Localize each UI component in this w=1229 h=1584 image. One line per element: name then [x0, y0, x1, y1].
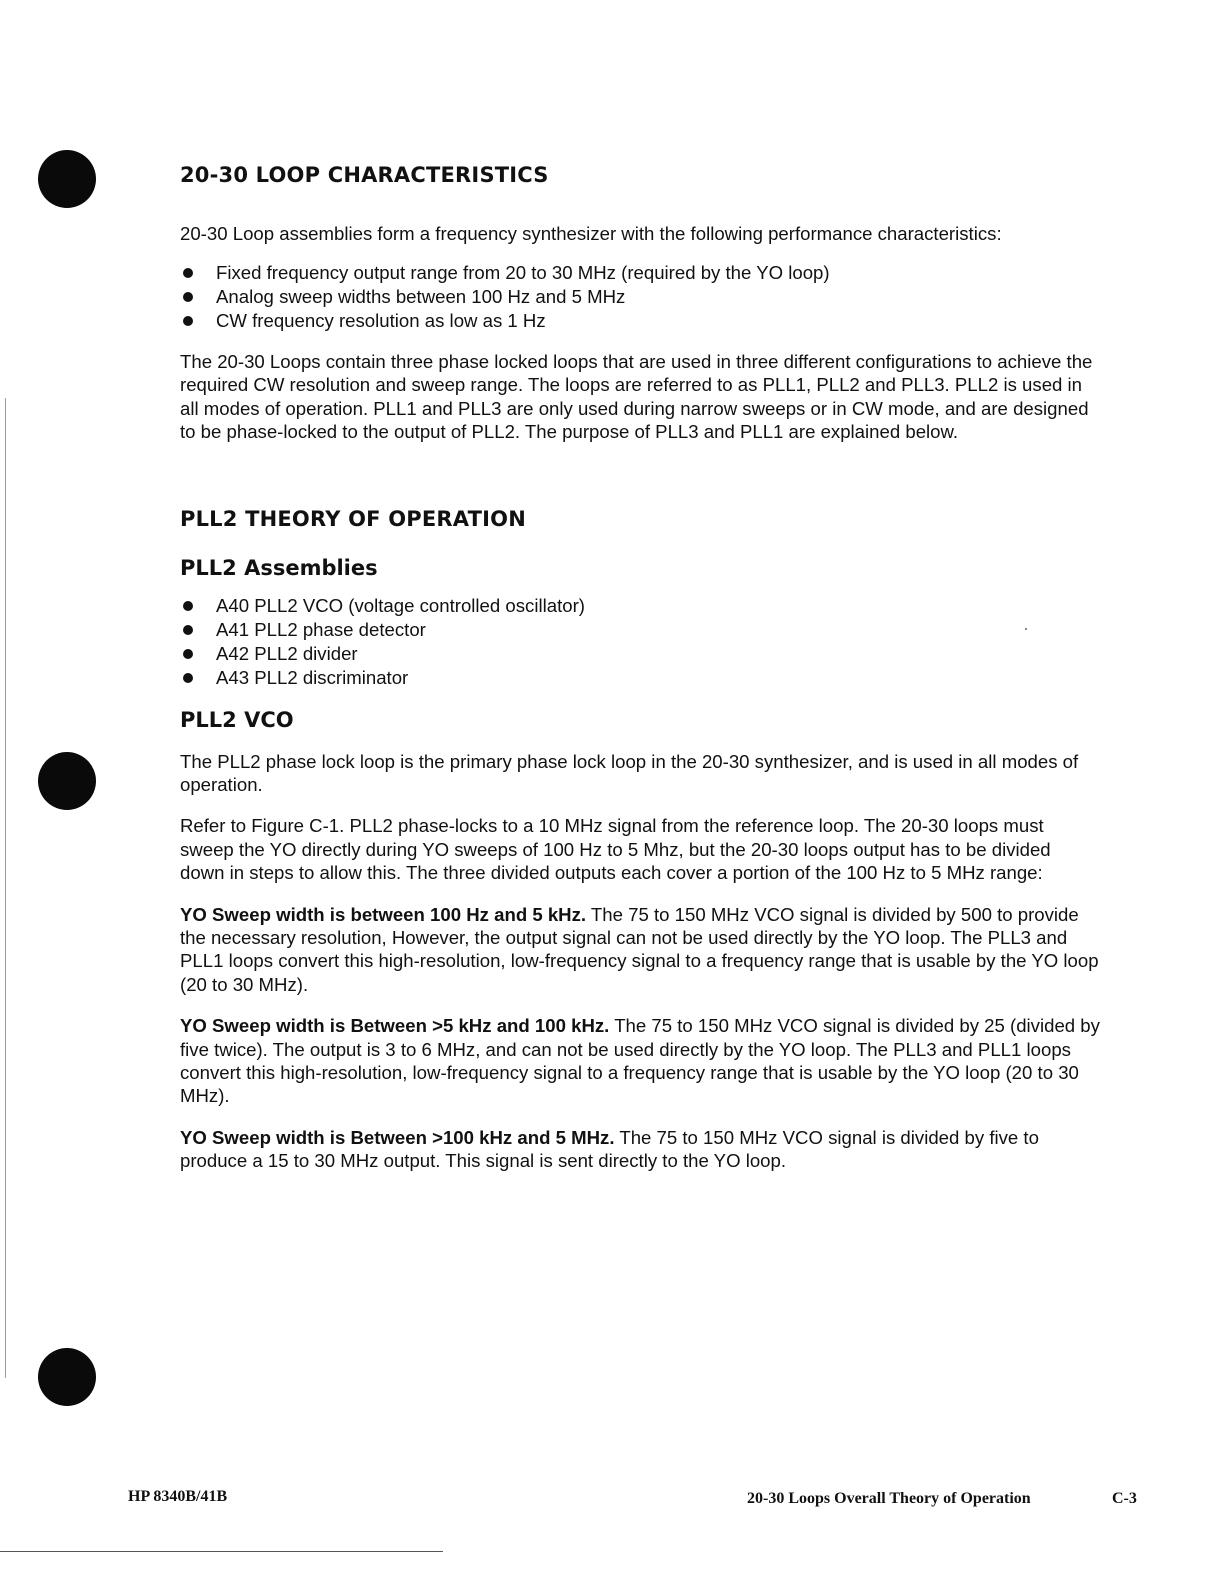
sweep-case-lead: YO Sweep width is Between >5 kHz and 100 kHz. — [180, 1015, 610, 1037]
sweep-case-lead: YO Sweep width is Between >100 kHz and 5 MHz. — [180, 1126, 615, 1148]
sweep-case-3 — [180, 1126, 1100, 1173]
bullet-icon — [183, 268, 193, 278]
characteristics-list — [180, 261, 1100, 332]
footer-page-number: C-3 — [1112, 1490, 1137, 1507]
loops-description-paragraph: The 20-30 Loops contain three phase locked loops that are used in three different configurations to achieve the required CW resolution and sweep range. The loops are referred to as PLL1, PLL2 and PLL3. PLL2 is used in all modes of operation. PLL1 and PLL3 are only used during narrow sweeps or in CW mode, and are designed to be phase-locked to the output of PLL2. The purpose of PLL3 and PLL1 are explained below. — [180, 350, 1093, 443]
subheading-pll2-vco: PLL2 VCO — [180, 707, 294, 732]
list-item: A43 PLL2 discriminator — [180, 666, 1100, 690]
sweep-case-2 — [180, 1014, 1100, 1108]
section-heading-loop-characteristics: 20-30 LOOP CHARACTERISTICS — [180, 163, 549, 187]
subheading-pll2-assemblies: PLL2 Assemblies — [180, 556, 378, 581]
section-heading-pll2-theory: PLL2 THEORY OF OPERATION — [180, 507, 526, 532]
bullet-icon — [183, 673, 193, 683]
sweep-case-text: The 75 to 150 MHz VCO signal is divided by 500 to provide the necessary resolution, However, the output signal can not be used directly by the YO loop. The PLL3 and PLL1 loops convert this high-resolution, low-frequency signal to a frequency range that is usable by the YO loop (20 to 30 MHz). — [180, 903, 1099, 995]
binder-hole-bottom — [38, 1348, 96, 1406]
binder-hole-middle — [38, 752, 96, 810]
list-item: A42 PLL2 divider — [180, 642, 1100, 666]
bullet-icon — [183, 316, 193, 326]
bottom-rule — [0, 1551, 443, 1552]
footer-chapter-title: 20-30 Loops Overall Theory of Operation — [747, 1490, 1031, 1507]
list-item: A40 PLL2 VCO (voltage controlled oscillator) — [180, 594, 1100, 618]
vco-paragraph-1: The PLL2 phase lock loop is the primary phase lock loop in the 20-30 synthesizer, and is used in all modes of operation. — [180, 750, 1079, 796]
list-item: A41 PLL2 phase detector — [180, 618, 1100, 642]
sweep-case-lead: YO Sweep width is between 100 Hz and 5 kHz. — [180, 903, 587, 925]
sweep-case-text: The 75 to 150 MHz VCO signal is divided by five to produce a 15 to 30 MHz output. This signal is sent directly to the YO loop. — [180, 1126, 1039, 1172]
sweep-case-1 — [180, 903, 1100, 997]
assemblies-list — [180, 594, 1100, 689]
list-item: CW frequency resolution as low as 1 Hz — [180, 309, 1100, 333]
bullet-icon — [183, 649, 193, 659]
list-item: Fixed frequency output range from 20 to 30 MHz (required by the YO loop) — [180, 261, 1100, 285]
binder-hole-top — [38, 150, 96, 208]
sweep-case-text: The 75 to 150 MHz VCO signal is divided by 25 (divided by five twice). The output is 3 to 6 MHz, and can not be used directly by the YO loop. The PLL3 and PLL1 loops convert this high-resolution, low-frequency signal to a frequency range that is usable by the YO loop (20 to 30 MHz). — [180, 1015, 1100, 1107]
footer-model: HP 8340B/41B — [128, 1488, 228, 1505]
bullet-icon — [183, 292, 193, 302]
bullet-icon — [183, 625, 193, 635]
vco-paragraph-2: Refer to Figure C-1. PLL2 phase-locks to a 10 MHz signal from the reference loop. The 20-30 loops must sweep the YO directly during YO sweeps of 100 Hz to 5 Mhz, but the 20-30 loops output has to be divided down in steps to allow this. The three divided outputs each cover a portion of the 100 Hz to 5 MHz range: — [180, 815, 1051, 884]
scan-edge-line — [5, 398, 6, 1378]
intro-paragraph: 20-30 Loop assemblies form a frequency synthesizer with the following performance characteristics: — [180, 223, 1002, 244]
bullet-icon — [183, 601, 193, 611]
list-item: Analog sweep widths between 100 Hz and 5 MHz — [180, 285, 1100, 309]
page-content — [180, 158, 1100, 1173]
